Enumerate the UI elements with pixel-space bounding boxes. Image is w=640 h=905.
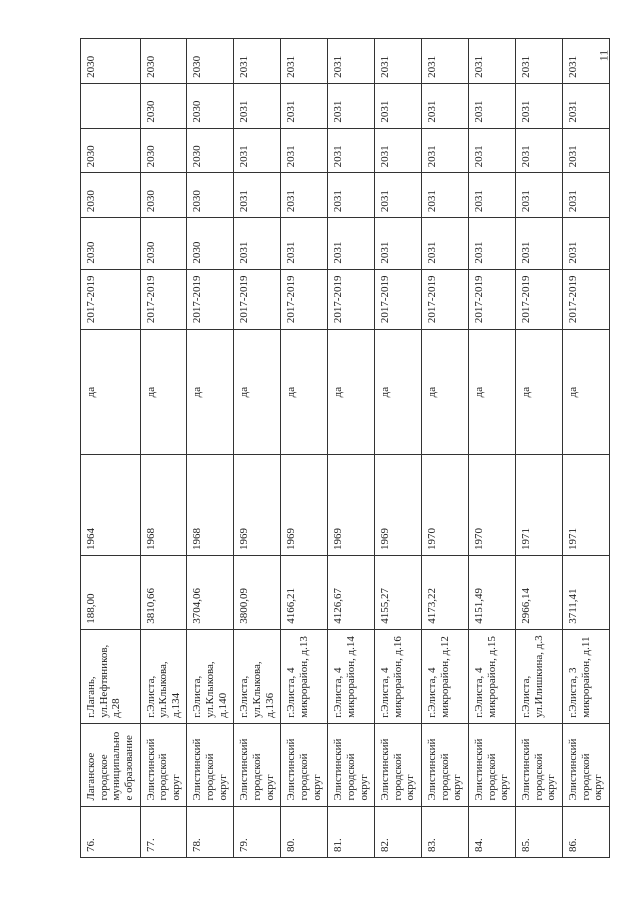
municipality-cell: Элистинский городской округ bbox=[469, 723, 516, 806]
year-col-1-cell: 2031 bbox=[375, 218, 422, 269]
year-col-1-cell: 2031 bbox=[234, 218, 281, 269]
inclusion-flag-cell: да bbox=[281, 329, 328, 454]
table-row bbox=[515, 39, 562, 858]
inclusion-flag-cell: да bbox=[375, 329, 422, 454]
year-col-4-cell: 2031 bbox=[515, 83, 562, 128]
year-col-1-cell: 2031 bbox=[281, 218, 328, 269]
period-cell: 2017-2019 bbox=[234, 269, 281, 329]
year-col-1-cell: 2031 bbox=[328, 218, 375, 269]
inclusion-flag-cell: да bbox=[469, 329, 516, 454]
table-row bbox=[140, 39, 187, 858]
period-cell: 2017-2019 bbox=[187, 269, 234, 329]
year-col-1-cell: 2030 bbox=[81, 218, 141, 269]
address-cell: г.Элиста, 3 микрорайон, д.11 bbox=[562, 629, 609, 723]
year-col-5-cell: 2031 bbox=[234, 39, 281, 84]
area-cell: 3800,09 bbox=[234, 555, 281, 629]
year-col-5-cell: 2031 bbox=[328, 39, 375, 84]
area-cell: 4155,27 bbox=[375, 555, 422, 629]
municipality-cell: Лаганское городское муниципальное образование bbox=[81, 723, 141, 806]
period-cell: 2017-2019 bbox=[515, 269, 562, 329]
year-col-3-cell: 2031 bbox=[515, 128, 562, 173]
year-col-5-cell: 2031 bbox=[375, 39, 422, 84]
year-col-4-cell: 2031 bbox=[422, 83, 469, 128]
table-row bbox=[422, 39, 469, 858]
inclusion-flag-cell: да bbox=[562, 329, 609, 454]
inclusion-flag-cell: да bbox=[81, 329, 141, 454]
table-row bbox=[469, 39, 516, 858]
row-number: 82. bbox=[375, 806, 422, 857]
year-built-cell: 1971 bbox=[515, 455, 562, 556]
year-col-3-cell: 2030 bbox=[81, 128, 141, 173]
year-built-cell: 1968 bbox=[187, 455, 234, 556]
year-built-cell: 1969 bbox=[328, 455, 375, 556]
municipality-cell: Элистинский городской округ bbox=[140, 723, 187, 806]
year-col-3-cell: 2030 bbox=[187, 128, 234, 173]
year-col-3-cell: 2031 bbox=[281, 128, 328, 173]
year-col-5-cell: 2031 bbox=[515, 39, 562, 84]
year-built-cell: 1968 bbox=[140, 455, 187, 556]
area-cell: 4126,67 bbox=[328, 555, 375, 629]
address-cell: г.Элиста, ул.Клыкова, д.136 bbox=[234, 629, 281, 723]
year-built-cell: 1969 bbox=[281, 455, 328, 556]
municipality-cell: Элистинский городской округ bbox=[328, 723, 375, 806]
year-col-5-cell: 2031 bbox=[422, 39, 469, 84]
year-col-1-cell: 2031 bbox=[469, 218, 516, 269]
municipality-cell: Элистинский городской округ bbox=[234, 723, 281, 806]
year-col-1-cell: 2030 bbox=[140, 218, 187, 269]
page-number: 11 bbox=[596, 49, 611, 62]
year-built-cell: 1964 bbox=[81, 455, 141, 556]
inclusion-flag-cell: да bbox=[515, 329, 562, 454]
year-col-4-cell: 2031 bbox=[562, 83, 609, 128]
year-col-3-cell: 2031 bbox=[422, 128, 469, 173]
period-cell: 2017-2019 bbox=[81, 269, 141, 329]
address-cell: г.Элиста, 4 микрорайон, д.12 bbox=[422, 629, 469, 723]
row-number: 78. bbox=[187, 806, 234, 857]
period-cell: 2017-2019 bbox=[562, 269, 609, 329]
municipality-cell: Элистинский городской округ bbox=[515, 723, 562, 806]
year-col-5-cell: 2030 bbox=[140, 39, 187, 84]
year-built-cell: 1970 bbox=[469, 455, 516, 556]
year-col-2-cell: 2030 bbox=[140, 173, 187, 218]
municipality-cell: Элистинский городской округ bbox=[281, 723, 328, 806]
year-col-3-cell: 2030 bbox=[140, 128, 187, 173]
row-number: 85. bbox=[515, 806, 562, 857]
year-col-1-cell: 2030 bbox=[187, 218, 234, 269]
year-col-1-cell: 2031 bbox=[562, 218, 609, 269]
table-row bbox=[81, 39, 141, 858]
table-row bbox=[187, 39, 234, 858]
address-cell: г.Элиста, 4 микрорайон, д.13 bbox=[281, 629, 328, 723]
period-cell: 2017-2019 bbox=[375, 269, 422, 329]
area-cell: 4166,21 bbox=[281, 555, 328, 629]
table-body bbox=[81, 39, 610, 858]
row-number: 81. bbox=[328, 806, 375, 857]
year-col-2-cell: 2031 bbox=[515, 173, 562, 218]
area-cell: 3704,06 bbox=[187, 555, 234, 629]
area-cell: 4151,49 bbox=[469, 555, 516, 629]
address-cell: г.Элиста, ул.Клыкова, д.140 bbox=[187, 629, 234, 723]
year-col-1-cell: 2031 bbox=[422, 218, 469, 269]
year-col-3-cell: 2031 bbox=[562, 128, 609, 173]
year-col-2-cell: 2031 bbox=[281, 173, 328, 218]
period-cell: 2017-2019 bbox=[328, 269, 375, 329]
table-row bbox=[375, 39, 422, 858]
table-row bbox=[328, 39, 375, 858]
year-col-2-cell: 2031 bbox=[328, 173, 375, 218]
year-col-4-cell: 2031 bbox=[234, 83, 281, 128]
table-row bbox=[234, 39, 281, 858]
address-cell: г.Элиста, 4 микрорайон, д.15 bbox=[469, 629, 516, 723]
inclusion-flag-cell: да bbox=[422, 329, 469, 454]
area-cell: 4173,22 bbox=[422, 555, 469, 629]
municipality-cell: Элистинский городской округ bbox=[422, 723, 469, 806]
table-row bbox=[562, 39, 609, 858]
housing-program-table bbox=[80, 38, 610, 858]
year-col-5-cell: 2030 bbox=[187, 39, 234, 84]
year-built-cell: 1971 bbox=[562, 455, 609, 556]
year-col-2-cell: 2030 bbox=[187, 173, 234, 218]
row-number: 79. bbox=[234, 806, 281, 857]
area-cell: 2966,14 bbox=[515, 555, 562, 629]
year-col-5-cell: 2031 bbox=[469, 39, 516, 84]
address-cell: г.Элиста, 4 микрорайон, д.14 bbox=[328, 629, 375, 723]
year-col-3-cell: 2031 bbox=[375, 128, 422, 173]
year-col-4-cell: 2031 bbox=[375, 83, 422, 128]
year-col-5-cell: 2030 bbox=[81, 39, 141, 84]
year-built-cell: 1969 bbox=[375, 455, 422, 556]
year-col-4-cell: 2030 bbox=[187, 83, 234, 128]
row-number: 84. bbox=[469, 806, 516, 857]
year-col-1-cell: 2031 bbox=[515, 218, 562, 269]
area-cell: 3711,41 bbox=[562, 555, 609, 629]
year-col-2-cell: 2031 bbox=[562, 173, 609, 218]
address-cell: г.Элиста, ул.Илишкина, д.3 bbox=[515, 629, 562, 723]
address-cell: г.Элиста, 4 микрорайон, д.16 bbox=[375, 629, 422, 723]
municipality-cell: Элистинский городской округ bbox=[187, 723, 234, 806]
year-col-2-cell: 2030 bbox=[81, 173, 141, 218]
inclusion-flag-cell: да bbox=[234, 329, 281, 454]
municipality-cell: Элистинский городской округ bbox=[562, 723, 609, 806]
period-cell: 2017-2019 bbox=[469, 269, 516, 329]
municipality-cell: Элистинский городской округ bbox=[375, 723, 422, 806]
inclusion-flag-cell: да bbox=[328, 329, 375, 454]
year-col-3-cell: 2031 bbox=[234, 128, 281, 173]
area-cell: 3810,66 bbox=[140, 555, 187, 629]
year-col-4-cell: 2031 bbox=[469, 83, 516, 128]
year-col-3-cell: 2031 bbox=[469, 128, 516, 173]
inclusion-flag-cell: да bbox=[187, 329, 234, 454]
period-cell: 2017-2019 bbox=[140, 269, 187, 329]
address-cell: г.Элиста, ул.Клыкова, д.134 bbox=[140, 629, 187, 723]
year-col-3-cell: 2031 bbox=[328, 128, 375, 173]
inclusion-flag-cell: да bbox=[140, 329, 187, 454]
year-col-5-cell: 2031 bbox=[562, 39, 609, 84]
address-cell: г.Лагань, ул.Нефтяников, д.28 bbox=[81, 629, 141, 723]
year-col-4-cell: 2031 bbox=[328, 83, 375, 128]
area-cell: 188,00 bbox=[81, 555, 141, 629]
year-col-2-cell: 2031 bbox=[422, 173, 469, 218]
year-col-4-cell: 2030 bbox=[140, 83, 187, 128]
row-number: 77. bbox=[140, 806, 187, 857]
year-col-2-cell: 2031 bbox=[469, 173, 516, 218]
row-number: 86. bbox=[562, 806, 609, 857]
period-cell: 2017-2019 bbox=[281, 269, 328, 329]
year-col-4-cell: 2031 bbox=[281, 83, 328, 128]
year-col-2-cell: 2031 bbox=[375, 173, 422, 218]
rotated-table-sheet bbox=[80, 38, 605, 858]
year-col-2-cell: 2031 bbox=[234, 173, 281, 218]
period-cell: 2017-2019 bbox=[422, 269, 469, 329]
row-number: 76. bbox=[81, 806, 141, 857]
year-col-4-cell bbox=[81, 83, 141, 128]
year-col-5-cell: 2031 bbox=[281, 39, 328, 84]
row-number: 83. bbox=[422, 806, 469, 857]
year-built-cell: 1970 bbox=[422, 455, 469, 556]
row-number: 80. bbox=[281, 806, 328, 857]
year-built-cell: 1969 bbox=[234, 455, 281, 556]
table-row bbox=[281, 39, 328, 858]
